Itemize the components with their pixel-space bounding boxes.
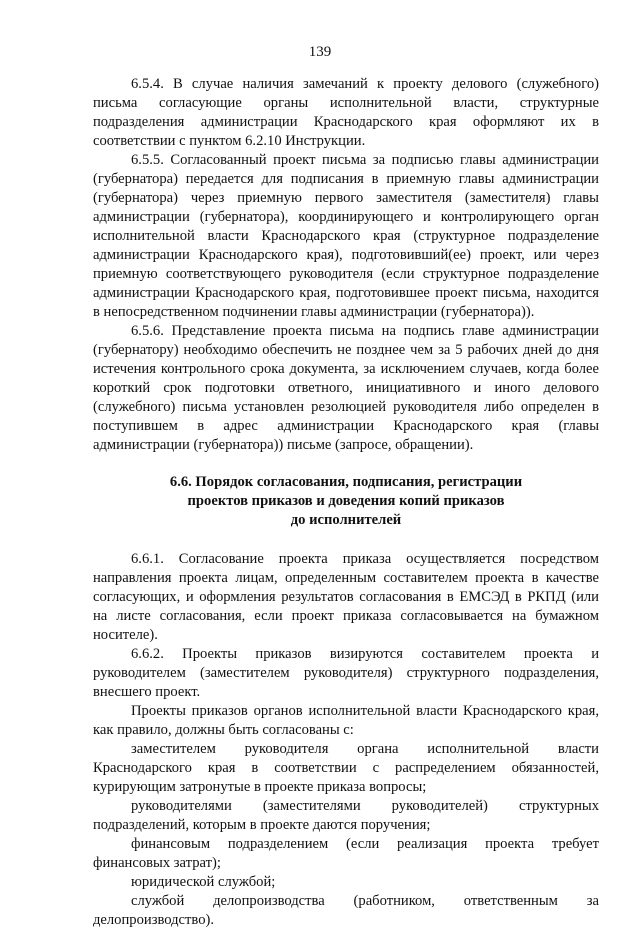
list-item-finance-unit: финансовым подразделением (если реализация проекта требует финансовых затрат);	[93, 836, 599, 871]
page-number: 139	[308, 44, 332, 60]
paragraph-approval-intro: Проекты приказов органов исполнительной власти Краснодарского края, как правило, должны быть согласованы с:	[93, 703, 599, 738]
paragraph-6-5-5: 6.5.5. Согласованный проект письма за подписью главы администрации (губернатора) передается для подписания в приемную главы администрации (губернатора) через приемную первого заместителя (заместителя) главы администрации (губернатора), координирующего и контролирующего орган исполнительной власти Краснодарского края (структурное подразделение администрации Краснодарского края), подготовивший(ее) проект, или через приемную соответствующего руководителя (если структурное подразделение администрации Краснодарского края, подготовившее проект письма, находится в непосредственном подчинении главы администрации (губернатора)).	[93, 152, 599, 320]
paragraph-6-5-4: 6.5.4. В случае наличия замечаний к проекту делового (служебного) письма согласующие органы исполнительной власти, структурные подразделения администрации Краснодарского края оформляют их в соответствии с пунктом 6.2.10 Инструкции.	[93, 76, 599, 149]
list-item-records-service: службой делопроизводства (работником, ответственным за делопроизводство).	[93, 893, 599, 928]
paragraph-6-6-2: 6.6.2. Проекты приказов визируются составителем проекта и руководителем (заместителем руководителя) структурного подразделения, внесшего проект.	[93, 646, 599, 700]
list-item-deputy-head: заместителем руководителя органа исполнительной власти Краснодарского края в соответствии с распределением обязанностей, курирующим затронутые в проекте приказа вопросы;	[93, 741, 599, 795]
section-heading-6-6	[93, 473, 599, 530]
paragraph-6-6-1: 6.6.1. Согласование проекта приказа осуществляется посредством направления проекта лицам, определенным составителем проекта в качестве согласующих, и оформления результатов согласования в ЕМСЭД в РКПД (или на листе согласования, если проект приказа согласовывается на бумажном носителе).	[93, 551, 599, 643]
paragraph-6-5-6: 6.5.6. Представление проекта письма на подпись главе администрации (губернатору) необходимо обеспечить не позднее чем за 5 рабочих дней до дня истечения контрольного срока документа, за исключением случаев, когда более короткий срок подготовки ответного, инициативного и иного делового (служебного) письма установлен резолюцией руководителя либо определен в поступившем в адрес администрации Краснодарского края (главы администрации (губернатора)) письме (запросе, обращении).	[93, 323, 599, 453]
list-item-legal-service: юридической службой;	[131, 874, 276, 890]
list-item-unit-heads: руководителями (заместителями руководителей) структурных подразделений, которым в проекте даются поручения;	[93, 798, 599, 833]
section-heading-line-2: проектов приказов и доведения копий приказов	[187, 493, 505, 509]
section-heading-line-3: до исполнителей	[290, 512, 402, 528]
document-body	[93, 75, 599, 930]
section-heading-line-1: 6.6. Порядок согласования, подписания, регистрации	[169, 474, 523, 490]
